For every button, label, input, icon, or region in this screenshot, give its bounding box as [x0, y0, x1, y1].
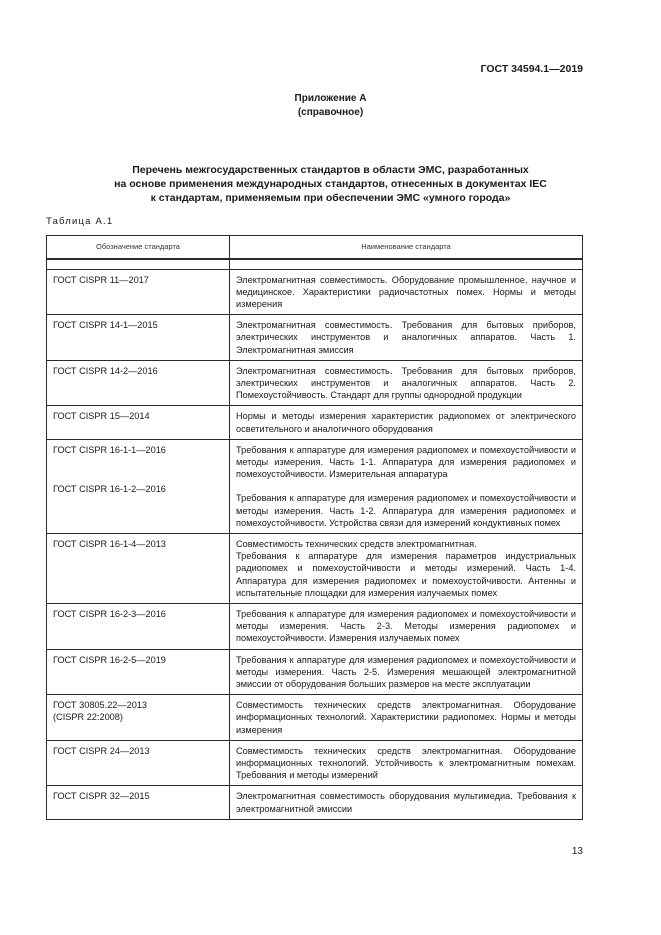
standard-code: ГОСТ CISPR 16-1-4—2013 [47, 533, 230, 603]
table-spacer-row [47, 259, 583, 269]
standard-name-cell [230, 439, 583, 533]
column-header-name: Наименование стандарта [230, 236, 583, 260]
table-row [47, 740, 583, 786]
table-row [47, 533, 583, 603]
standard-name: Электромагнитная совместимость. Требования для бытовых приборов, электрических инструментов и аналогичных аппаратов. Часть 1. Электромагнитная эмиссия [230, 315, 583, 361]
section-title-line: на основе применения международных стандартов, отнесенных в документах IEC [114, 178, 547, 190]
table-row [47, 315, 583, 361]
standard-code-international: (CISPR 22:2008) [53, 712, 123, 723]
standard-name: Электромагнитная совместимость оборудования мультимедиа. Требования к электромагнитной эмиссии [230, 786, 583, 819]
table-row [47, 786, 583, 819]
table-label: Таблица А.1 [46, 216, 114, 227]
standard-name: Требования к аппаратуре для измерения радиопомех и помехоустойчивости и методы измерения. Часть 1-1. Аппаратура для измерения радиопомех и помехоустойчивости. Измерительная аппаратура [236, 444, 576, 480]
table-row [47, 695, 583, 741]
standard-name: Нормы и методы измерения характеристик радиопомех от электрического осветительного и аналогичного оборудования [230, 406, 583, 439]
standards-table [46, 235, 583, 820]
page-number: 13 [571, 846, 583, 857]
standard-code: ГОСТ CISPR 11—2017 [47, 269, 230, 315]
standard-code-cell [47, 439, 230, 533]
standard-code-cell [47, 695, 230, 741]
standard-name: Электромагнитная совместимость. Оборудование промышленное, научное и медицинское. Характеристики радиочастотных помех. Нормы и методы измерения [230, 269, 583, 315]
table-row [47, 360, 583, 406]
standard-name: Требования к аппаратуре для измерения радиопомех и помехоустойчивости и методы измерения. Часть 1-2. Аппаратура для измерения радиопомех и помехоустойчивости. Устройства связи для измерений кондуктивных помех [236, 493, 576, 528]
standard-code: ГОСТ CISPR 14-2—2016 [47, 360, 230, 406]
appendix-heading [0, 92, 661, 120]
section-title-line: к стандартам, применяемым при обеспечении ЭМС «умного города» [150, 192, 511, 204]
standard-name: Требования к аппаратуре для измерения параметров индустриальных радиопомех и помехоустойчивости и методы измерений. Часть 1-4. Аппаратура для измерения радиопомех и помехоустойчивости. Антенны и испытательные площадки для измерения излучаемых помех [236, 551, 576, 598]
table-row [47, 649, 583, 695]
standard-name: Требования к аппаратуре для измерения радиопомех и помехоустойчивости и методы измерения. Часть 2-5. Измерения мешающей электромагнитной эмиссии от оборудования больших размеров на месте эксплуатации [230, 649, 583, 695]
standard-name: Требования к аппаратуре для измерения радиопомех и помехоустойчивости и методы измерения. Часть 2-3. Методы измерения радиопомех и помехоустойчивости. Измерения излучаемых помех [230, 603, 583, 649]
standard-code: ГОСТ CISPR 24—2013 [47, 740, 230, 786]
standard-name-cell [230, 533, 583, 603]
standard-code: ГОСТ CISPR 14-1—2015 [47, 315, 230, 361]
appendix-subtitle: (справочное) [297, 107, 364, 118]
table-row [47, 603, 583, 649]
standard-code: ГОСТ CISPR 16-1-1—2016 [53, 444, 166, 455]
standard-name: Совместимость технических средств электромагнитная. Оборудование информационных технологий. Устойчивость к электромагнитным помехам. Требования и методы измерений [230, 740, 583, 786]
standard-code: ГОСТ CISPR 32—2015 [47, 786, 230, 819]
standard-code: ГОСТ CISPR 15—2014 [47, 406, 230, 439]
table-row [47, 269, 583, 315]
standard-code: ГОСТ CISPR 16-2-3—2016 [47, 603, 230, 649]
appendix-title: Приложение А [294, 93, 367, 104]
table-row [47, 406, 583, 439]
section-title [60, 163, 601, 205]
standard-code: ГОСТ CISPR 16-2-5—2019 [47, 649, 230, 695]
standard-code: ГОСТ CISPR 16-1-2—2016 [53, 483, 166, 494]
section-title-line: Перечень межгосударственных стандартов в области ЭМС, разработанных [132, 164, 529, 176]
document-code: ГОСТ 34594.1—2019 [480, 63, 583, 75]
table-row [47, 439, 583, 533]
standard-name: Электромагнитная совместимость. Требования для бытовых приборов, электрических инструментов и аналогичных аппаратов. Часть 2. Помехоустойчивость. Стандарт для группы однородной продукции [230, 360, 583, 406]
column-header-code: Обозначение стандарта [47, 236, 230, 260]
standard-name: Совместимость технических средств электромагнитная. Оборудование информационных технологий. Характеристики радиопомех. Нормы и методы измерения [230, 695, 583, 741]
standard-name: Совместимость технических средств электромагнитная. [236, 538, 477, 549]
table-header-row [47, 236, 583, 260]
standard-code: ГОСТ 30805.22—2013 [53, 700, 148, 711]
